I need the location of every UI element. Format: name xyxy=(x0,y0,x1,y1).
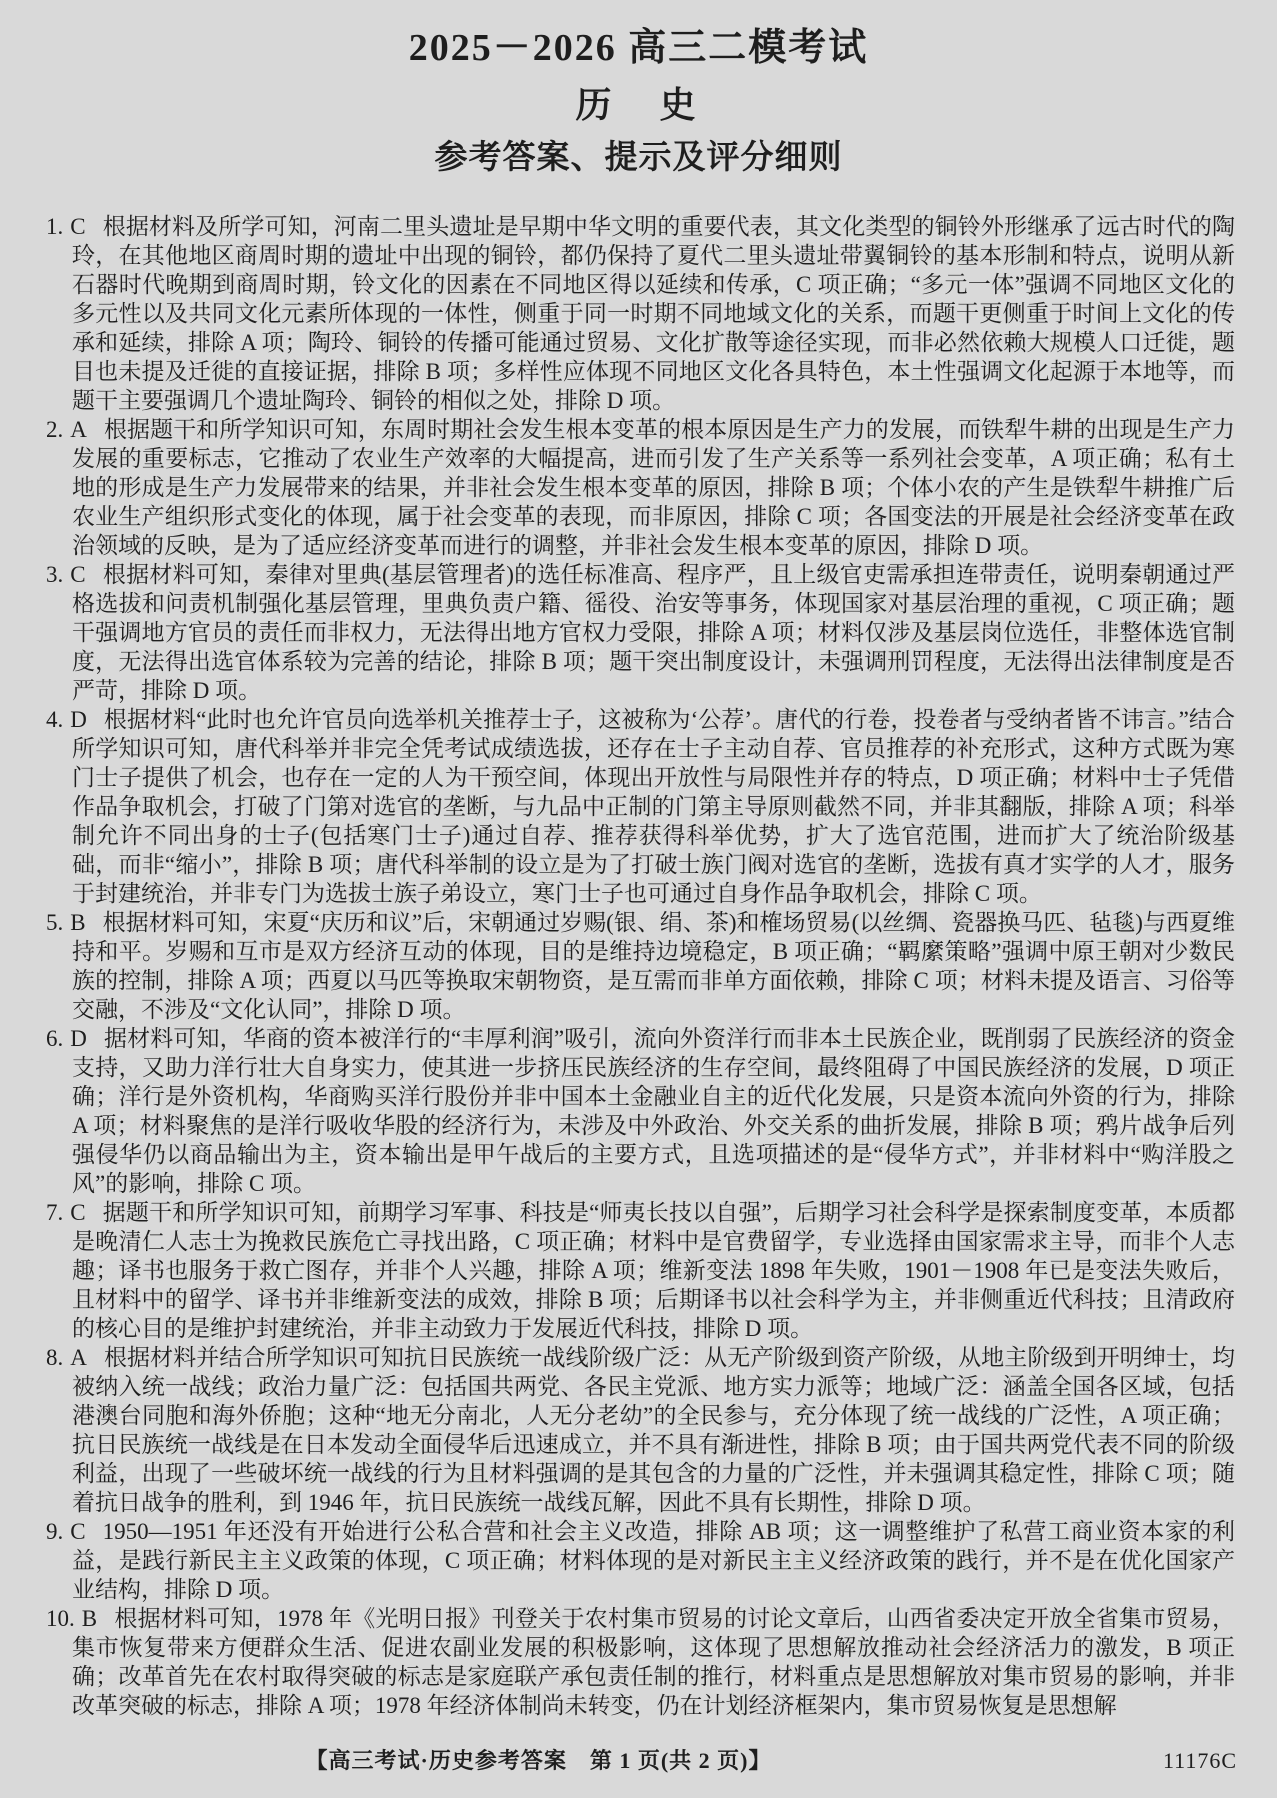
answer-explanation: 根据材料并结合所学知识可知抗日民族统一战线阶级广泛：从无产阶级到资产阶级，从地主阶级到开明绅士，均被纳入统一战线；政治力量广泛：包括国共两党、各民主党派、地方实力派等；地域广泛：涵盖全国各区域，包括港澳台同胞和海外侨胞；这种“地无分南北，人无分老幼”的全民参与，充分体现了统一战线的广泛性，A 项正确；抗日民族统一战线是在日本发动全面侵华后迅速成立，并不具有渐进性，排除 B 项；由于国共两党代表不同的阶级利益，出现了一些破坏统一战线的行为且材料强调的是其包含的力量的广泛性，并未强调其稳定性，排除 C 项；随着抗日战争的胜利，到 1946 年，抗日民族统一战线瓦解，因此不具有长期性，排除 D 项。 xyxy=(72,1345,1235,1516)
paper-code: 11176C xyxy=(1162,1748,1237,1773)
answer-number: 4. xyxy=(46,707,64,733)
answer-explanation: 根据材料“此时也允许官员向选举机关推荐士子，这被称为‘公荐’。唐代的行卷，投卷者与受纳者皆不讳言。”结合所学知识可知，唐代科举并非完全凭考试成绩选拔，还存在士子主动自荐、官员推荐的补充形式，这种方式既为寒门士子提供了机会，也存在一定的人为干预空间，体现出开放性与局限性并存的特点，D 项正确；材料中士子凭借作品争取机会，打破了门第对选官的垄断，与九品中正制的门第主导原则截然不同，并非其翻版，排除 A 项；科举制允许不同出身的士子(包括寒门士子)通过自荐、推荐获得科举优势，扩大了选官范围，进而扩大了统治阶级基础，而非“缩小”，排除 B 项；唐代科举制的设立是为了打破士族门阀对选官的垄断，选拔有真才实学的人才，服务于封建统治，并非专门为选拔士族子弟设立，寒门士子也可通过自身作品争取机会，排除 C 项。 xyxy=(72,707,1235,907)
answer-explanation: 根据材料可知，宋夏“庆历和议”后，宋朝通过岁赐(银、绢、茶)和榷场贸易(以丝绸、瓷器换马匹、毡毯)与西夏维持和平。岁赐和互市是双方经济互动的体现，目的是维持边境稳定，B 项正确；“羁縻策略”强调中原王朝对少数民族的控制，排除 A 项；西夏以马匹等换取宋朝物资，是互需而非单方面依赖，排除 C 项；材料未提及语言、习俗等交融，不涉及“文化认同”，排除 D 项。 xyxy=(72,910,1235,1023)
answer-explanation: 根据题干和所学知识可知，东周时期社会发生根本变革的根本原因是生产力的发展，而铁犁牛耕的出现是生产力发展的重要标志，它推动了农业生产效率的大幅提高，进而引发了生产关系等一系列社会变革，A 项正确；私有土地的形成是生产力发展带来的结果，并非社会发生根本变革的原因，排除 B 项；个体小农的产生是铁犁牛耕推广后农业生产组织形式变化的体现，属于社会变革的表现，而非原因，排除 C 项；各国变法的开展是社会经济变革在政治领域的反映，是为了适应经济变革而进行的调整，并非社会发生根本变革的原因，排除 D 项。 xyxy=(72,417,1235,559)
answer-item xyxy=(46,1024,1235,1198)
answer-choice: B xyxy=(81,1606,98,1632)
document-header xyxy=(0,0,1277,178)
answer-explanation: 根据材料可知，秦律对里典(基层管理者)的选任标准高、程序严，且上级官吏需承担连带责任，说明秦朝通过严格选拔和问责机制强化基层管理，里典负责户籍、徭役、治安等事务，体现国家对基层治理的重视，C 项正确；题干强调地方官员的责任而非权力，无法得出地方官权力受限，排除 A 项；材料仅涉及基层岗位选任，非整体选官制度，无法得出选官体系较为完善的结论，排除 B 项；题干突出制度设计，未强调刑罚程度，无法得出法律制度是否严苛，排除 D 项。 xyxy=(72,562,1235,704)
answer-number: 1. xyxy=(46,214,64,240)
answer-choice: D xyxy=(70,1026,87,1052)
answer-number: 10. xyxy=(46,1606,75,1632)
answer-number: 3. xyxy=(46,562,64,588)
answer-item xyxy=(46,1604,1235,1720)
answer-item xyxy=(46,560,1235,705)
answer-number: 5. xyxy=(46,910,64,936)
exam-title: 2025－2026 高三二模考试 xyxy=(408,27,869,69)
answer-number: 9. xyxy=(46,1519,64,1545)
answer-choice: A xyxy=(70,417,87,443)
answer-number: 7. xyxy=(46,1200,64,1226)
answer-item xyxy=(46,1198,1235,1343)
answer-item xyxy=(46,705,1235,908)
answer-item xyxy=(46,1517,1235,1604)
answer-item xyxy=(46,908,1235,1024)
answer-item xyxy=(46,212,1235,415)
answer-key-subtitle: 参考答案、提示及评分细则 xyxy=(434,139,843,176)
answer-list xyxy=(46,212,1235,1720)
answer-explanation: 1950—1951 年还没有开始进行公私合营和社会主义改造，排除 AB 项；这一调整维护了私营工商业资本家的利益，是践行新民主主义政策的体现，C 项正确；材料体现的是对新民主主义经济政策的践行，并不是在优化国家产业结构，排除 D 项。 xyxy=(72,1519,1235,1603)
answer-choice: C xyxy=(70,1519,86,1545)
answer-choice: A xyxy=(70,1345,87,1371)
answer-explanation: 据材料可知，华商的资本被洋行的“丰厚利润”吸引，流向外资洋行而非本土民族企业，既削弱了民族经济的资金支持，又助力洋行壮大自身实力，使其进一步挤压民族经济的生存空间，最终阻碍了中国民族经济的发展，D 项正确；洋行是外资机构，华商购买洋行股份并非中国本土金融业自主的近代化发展，只是资本流向外资的行为，排除 A 项；材料聚焦的是洋行吸收华股的经济行为，未涉及中外政治、外交关系的曲折发展，排除 B 项；鸦片战争后列强侵华仍以商品输出为主，资本输出是甲午战后的主要方式，且选项描述的是“侵华方式”，并非材料中“购洋股之风”的影响，排除 C 项。 xyxy=(72,1026,1235,1197)
answer-item xyxy=(46,1343,1235,1517)
answer-item xyxy=(46,415,1235,560)
page-footer xyxy=(0,1746,1277,1776)
answer-number: 8. xyxy=(46,1345,64,1371)
answer-number: 6. xyxy=(46,1026,64,1052)
answer-choice: C xyxy=(70,1200,86,1226)
footer-label: 【高三考试·历史参考答案 第 1 页(共 2 页)】 xyxy=(305,1748,772,1773)
answer-choice: D xyxy=(70,707,87,733)
answer-number: 2. xyxy=(46,417,64,443)
subject-title: 历 史 xyxy=(575,84,702,125)
answer-choice: C xyxy=(70,214,86,240)
answer-explanation: 据题干和所学知识可知，前期学习军事、科技是“师夷长技以自强”，后期学习社会科学是探索制度变革，本质都是晚清仁人志士为挽救民族危亡寻找出路，C 项正确；材料中是官费留学，专业选择由国家需求主导，而非个人志趣；译书也服务于救亡图存，并非个人兴趣，排除 A 项；维新变法 1898 年失败，1901－1908 年已是变法失败后，且材料中的留学、译书并非维新变法的成效，排除 B 项；后期译书以社会科学为主，并非侧重近代科技；且清政府的核心目的是维护封建统治，并非主动致力于发展近代科技，排除 D 项。 xyxy=(72,1200,1235,1342)
answer-explanation: 根据材料可知，1978 年《光明日报》刊登关于农村集市贸易的讨论文章后，山西省委决定开放全省集市贸易，集市恢复带来方便群众生活、促进农副业发展的积极影响，这体现了思想解放推动社会经济活力的激发，B 项正确；改革首先在农村取得突破的标志是家庭联产承包责任制的推行，材料重点是思想解放对集市贸易的影响，并非改革突破的标志，排除 A 项；1978 年经济体制尚未转变，仍在计划经济框架内，集市贸易恢复是思想解 xyxy=(72,1606,1235,1719)
answer-choice: B xyxy=(70,910,86,936)
answer-choice: C xyxy=(70,562,86,588)
answer-explanation: 根据材料及所学可知，河南二里头遗址是早期中华文明的重要代表，其文化类型的铜铃外形继承了远古时代的陶玲，在其他地区商周时期的遗址中出现的铜铃，都仍保持了夏代二里头遗址带翼铜铃的基本形制和特点，说明从新石器时代晚期到商周时期，铃文化的因素在不同地区得以延续和传承，C 项正确；“多元一体”强调不同地区文化的多元性以及共同文化元素所体现的一体性，侧重于同一时期不同地域文化的关系，而题干更侧重于时间上文化的传承和延续，排除 A 项；陶玲、铜铃的传播可能通过贸易、文化扩散等途径实现，而非必然依赖大规模人口迁徙，题目也未提及迁徙的直接证据，排除 B 项；多样性应体现不同地区文化各具特色，本土性强调文化起源于本地等，而题干主要强调几个遗址陶玲、铜铃的相似之处，排除 D 项。 xyxy=(72,214,1235,414)
